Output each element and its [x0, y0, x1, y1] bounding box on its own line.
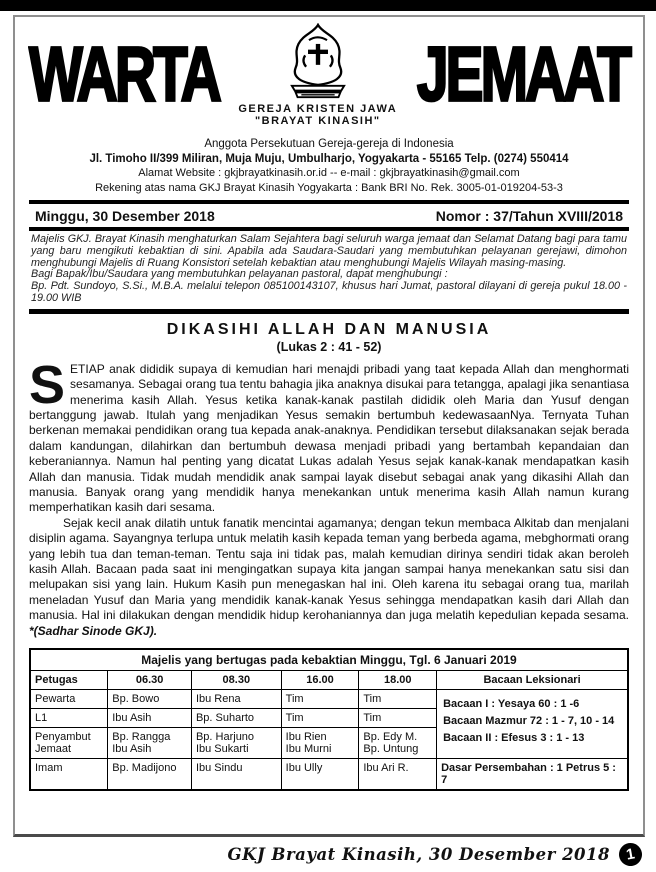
- page-frame: [13, 15, 645, 837]
- page-number-badge-icon: 1: [617, 841, 644, 868]
- lectionary-readings-cell: [437, 690, 628, 759]
- cell: Tim: [359, 690, 437, 709]
- cell: Tim: [359, 709, 437, 728]
- notice-paragraph: Bagi Bapak/Ibu/Saudara yang membutuhkan pelayanan pastoral, dapat menghubungi :: [31, 268, 448, 281]
- website-email-line: Alamat Website : gkjbrayatkinasih.or.id -- e-mail : gkjbrayatkinasih@gmail.com: [138, 167, 520, 179]
- cell: Bp. Madijono: [108, 759, 192, 791]
- article-title: DIKASIHI ALLAH DAN MANUSIA: [166, 320, 492, 338]
- page-footer: [0, 843, 642, 866]
- notice-paragraph: Bp. Pdt. Sundoyo, S.Si., M.B.A. melalui telepon 085100143107, khusus hari Jumat, pastoral dilayani di gereja pukul 18.00 - 19.00 WIB: [31, 280, 627, 304]
- divider-rule: [29, 309, 629, 314]
- drop-cap: S: [29, 354, 66, 415]
- address-line: Jl. Timoho II/399 Miliran, Muja Muju, Umbulharjo, Yogyakarta - 55165 Telp. (0274) 550414: [89, 152, 569, 165]
- church-subname: "BRAYAT KINASIH": [254, 115, 381, 127]
- gunungan-cross-logo-icon: [282, 23, 354, 101]
- table-row: [30, 759, 628, 791]
- offering-basis-cell: Dasar Persembahan : 1 Petrus 5 : 7: [437, 759, 628, 791]
- cell: Tim: [281, 709, 359, 728]
- article-paragraph-2: [29, 516, 629, 639]
- row-label: Penyambut Jemaat: [30, 728, 108, 759]
- bank-account-line: Rekening atas nama GKJ Brayat Kinasih Yogyakarta : Bank BRI No. Rek. 3005-01-019204-53-3: [95, 181, 563, 194]
- cell: Bp. Edy M. Bp. Untung: [359, 728, 437, 759]
- table-title-row: [30, 649, 628, 671]
- cell: Bp. Suharto: [191, 709, 281, 728]
- article-subtitle: (Lukas 2 : 41 - 52): [276, 339, 382, 354]
- table-title: Majelis yang bertugas pada kebaktian Minggu, Tgl. 6 Januari 2019: [30, 649, 628, 671]
- issue-row: [29, 204, 629, 227]
- contact-block: [29, 137, 629, 195]
- notice-paragraph: Majelis GKJ. Brayat Kinasih menghaturkan Salam Sejahtera bagi seluruh warga jemaat dan Selamat Datang bagi para tamu yang baru mengikuti kebaktian di sini. Apabila ada Saudara-Saudari yang membutuhkan pelayanan gerejawi, dimohon menghubungi Majelis di Ruang Konsistori setelah kebaktian atau menghubungi Majelis Wilayah masing-masing.: [31, 233, 627, 269]
- column-header: 16.00: [281, 671, 359, 690]
- cell: Ibu Rien Ibu Murni: [281, 728, 359, 759]
- masthead: [29, 23, 629, 127]
- cell: Ibu Ari R.: [359, 759, 437, 791]
- cell: Ibu Ully: [281, 759, 359, 791]
- table-row: [30, 690, 628, 709]
- column-header: Petugas: [30, 671, 108, 690]
- cell: Bp. Bowo: [108, 690, 192, 709]
- row-label: Pewarta: [30, 690, 108, 709]
- column-header: 06.30: [108, 671, 192, 690]
- paragraph-text: ETIAP anak dididik supaya di kemudian hari menajdi pribadi yang taat kepada Allah dan menghormati sesamanya. Sebagai orang tua tentu bahagia jika anaknya disukai para tetangga, apalagi jika senantiasa menerima kasih Allah. Yesus ketika kanak-kanak pastilah dididik oleh Maria dan Yusuf dengan bertanggung jawab. Itulah yang menjadikan Yesus semakin bertumbuh kedewasaanNya. Ternyata Tuhan berkenan memakai pendidikan orang tua kepada anak-anaknya. Pendidikan tersebut dilaksanakan sejak berada dalam kandungan, dilahirkan dan bertumbuh dewasa menjadi pribadi yang bertambah kepandaian dan keberaniannya. Namun hal penting yang dicatat Lukas adalah Yesus sejak kanak-kanak mendapatkan kasih Allah dan manusia. Tidak mudah mendidik anak sampai layak disebut sebagai anak yang dikasihi Allah dan manusia. Banyak orang yang mendidik hanya menekankan untuk menerima kasih Allah namun kurang memperhatikan kasih dari sesama.: [29, 361, 629, 515]
- scan-top-bar: [0, 0, 656, 11]
- welcome-notice: [29, 231, 629, 309]
- row-label: L1: [30, 709, 108, 728]
- duty-schedule-table: [29, 648, 629, 791]
- issue-date: Minggu, 30 Desember 2018: [35, 208, 215, 224]
- issue-number: Nomor : 37/Tahun XVIII/2018: [435, 208, 623, 224]
- masthead-title-left: WARTA: [29, 31, 219, 119]
- row-label: Imam: [30, 759, 108, 791]
- article-paragraph-1: [29, 354, 629, 516]
- masthead-center: [223, 23, 413, 127]
- column-header: 08.30: [191, 671, 281, 690]
- membership-line: Anggota Persekutuan Gereja-gereja di Indonesia: [204, 138, 454, 150]
- church-name: GEREJA KRISTEN JAWA: [238, 103, 398, 115]
- column-header: 18.00: [359, 671, 437, 690]
- masthead-title-right: JEMAAT: [416, 31, 629, 119]
- reading-line: Bacaan Mazmur 72 : 1 - 7, 10 - 14: [443, 715, 615, 728]
- reading-line: Bacaan I : Yesaya 60 : 1 -6: [443, 698, 580, 711]
- cell: Ibu Sindu: [191, 759, 281, 791]
- column-header: Bacaan Leksionari: [437, 671, 628, 690]
- cell: Ibu Rena: [191, 690, 281, 709]
- cell: Bp. Harjuno Ibu Sukarti: [191, 728, 281, 759]
- footer-text: GKJ Brayat Kinasih, 30 Desember 2018: [227, 845, 610, 864]
- cell: Tim: [281, 690, 359, 709]
- cell: Ibu Asih: [108, 709, 192, 728]
- table-header-row: [30, 671, 628, 690]
- paragraph-text: Sejak kecil anak dilatih untuk fanatik mencintai agamanya; dengan tekun membaca Alkitab dan menjalani disiplin agama. Sayangnya terlupa untuk melatih kasih kepada teman yang berbeda agama, mebghormati orang yang lebih tua dan teman-teman. Tentu saja ini tidak pas, malah kemudian dirinya sendiri tidak akan beroleh kasih Allah. Bacaan pada saat ini mengingatkan supaya kita jangan sampai hanya menekankan satu sisi dan melupakan sisi yang lain. Hukum Kasih pun menegaskan hal ini. Oleh karena itu sebagai orang tua, marilah meneladan Yusuf dan Maria yang mendidik kanak-kanak Yesus sehingga mendapatkan kasih dari Allah dan manusia. Hal ini dilakukan dengan mendidik hidup kerohaniannya dan juga melatih kepedulian kepada sesama.: [29, 515, 629, 623]
- cell: Bp. Rangga Ibu Asih: [108, 728, 192, 759]
- reading-line: Bacaan II : Efesus 3 : 1 - 13: [443, 732, 585, 745]
- article-credit: *(Sadhar Sinode GKJ).: [29, 623, 158, 638]
